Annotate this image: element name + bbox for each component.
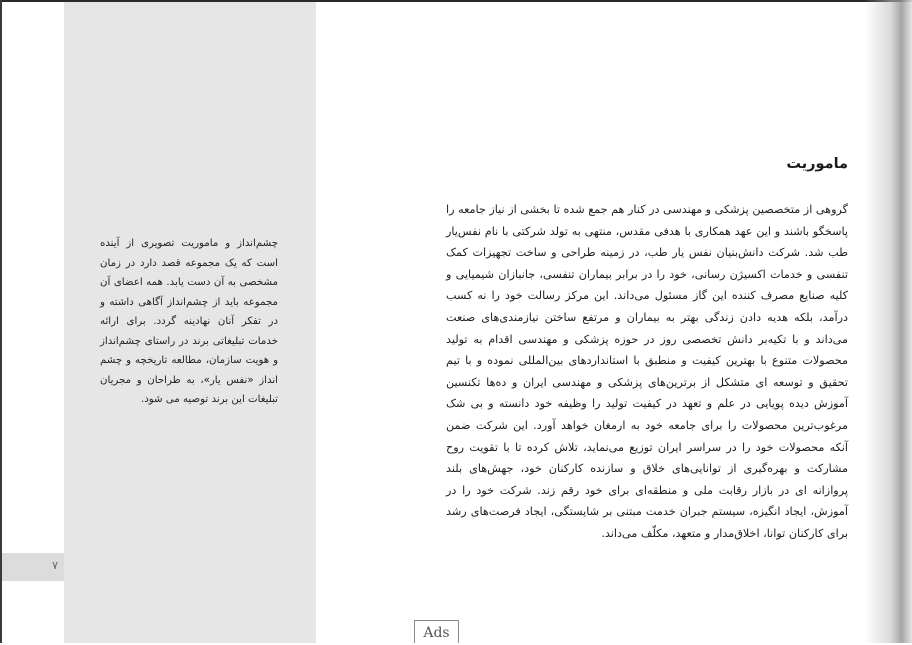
ads-button[interactable]: Ads [414,620,459,643]
left-border [0,0,2,643]
mission-paragraph: گروهی از متخصصین پزشکی و مهندسی در کنار هم جمع شده تا بخشی از نیاز جامعه را پاسخگو باشند و این عهد همکاری با هدفی مقدس، منتهی به تولد شرکتی با نام نفس‌یار طب شد. شرکت دانش‌بنیان نفس یار طب، در زمینه طراحی و ساخت تجهیزات کمک تنفسی و خدمات اکسیژن رسانی، خود را در برابر بیماران تنفسی، جانبازان شیمیایی و کلیه صنایع مصرف کننده این گاز مسئول می‌داند. این مرکز رسالت خود را نه کسب درآمد، بلکه هدیه دادن زندگی بهتر به بیماران و مرتفع ساختن نیازمندی‌های صنعت می‌داند و با تکیه‌بر دانش تخصصی روز در حوزه پزشکی و مهندسی اقدام به تولید محصولات متنوع با بهترین کیفیت و منطبق با استانداردهای بین‌المللی نموده و با تیم تحقیق و توسعه ای متشکل از برترین‌های پزشکی و مهندسی ایران و ده‌ها تکنسین آموزش دیده پویایی در علم و تعهد در کیفیت تولید را وظیفه خود دانسته و بی شک مرغوب‌ترین محصولات را برای جامعه خود به ارمغان خواهد آورد. این شرکت ضمن آنکه محصولات خود را در سراسر ایران توزیع می‌نماید، تلاش کرده تا با تقویت روح مشارکت و بهره‌گیری از توانایی‌های خلاق و سازنده کارکنان خود، جهش‌های بلند پروازانه ای در بازار رقابت ملی و منطقه‌ای برای خود رقم زند. شرکت خود را در آموزش، ایجاد انگیزه، سیستم جبران خدمت مبتنی بر شایستگی، ایجاد فرصت‌های رشد برای کارکنان توانا، اخلاق‌مدار و متعهد، مکلّف می‌داند. [446,203,848,540]
section-title: ماموریت [786,156,848,172]
page-fold-shadow [864,0,912,643]
page-number: ۷ [52,559,58,572]
vision-sidebar-text: چشم‌انداز و ماموریت تصویری از آینده است که یک مجموعه قصد دارد در زمان مشخصی به آن دست یابد. همه اعضای آن مجموعه باید از چشم‌انداز آگاهی داشته و در تفکر آنان نهادینه گردد. برای ارائه خدمات تبلیغاتی برند در راستای چشم‌انداز و هویت سازمان، مطالعه تاریخچه و چشم انداز «نفس یار»، به طراحان و مجریان تبلیغات این برند توصیه می شود. [100,238,278,405]
page-number-tab [2,553,64,581]
